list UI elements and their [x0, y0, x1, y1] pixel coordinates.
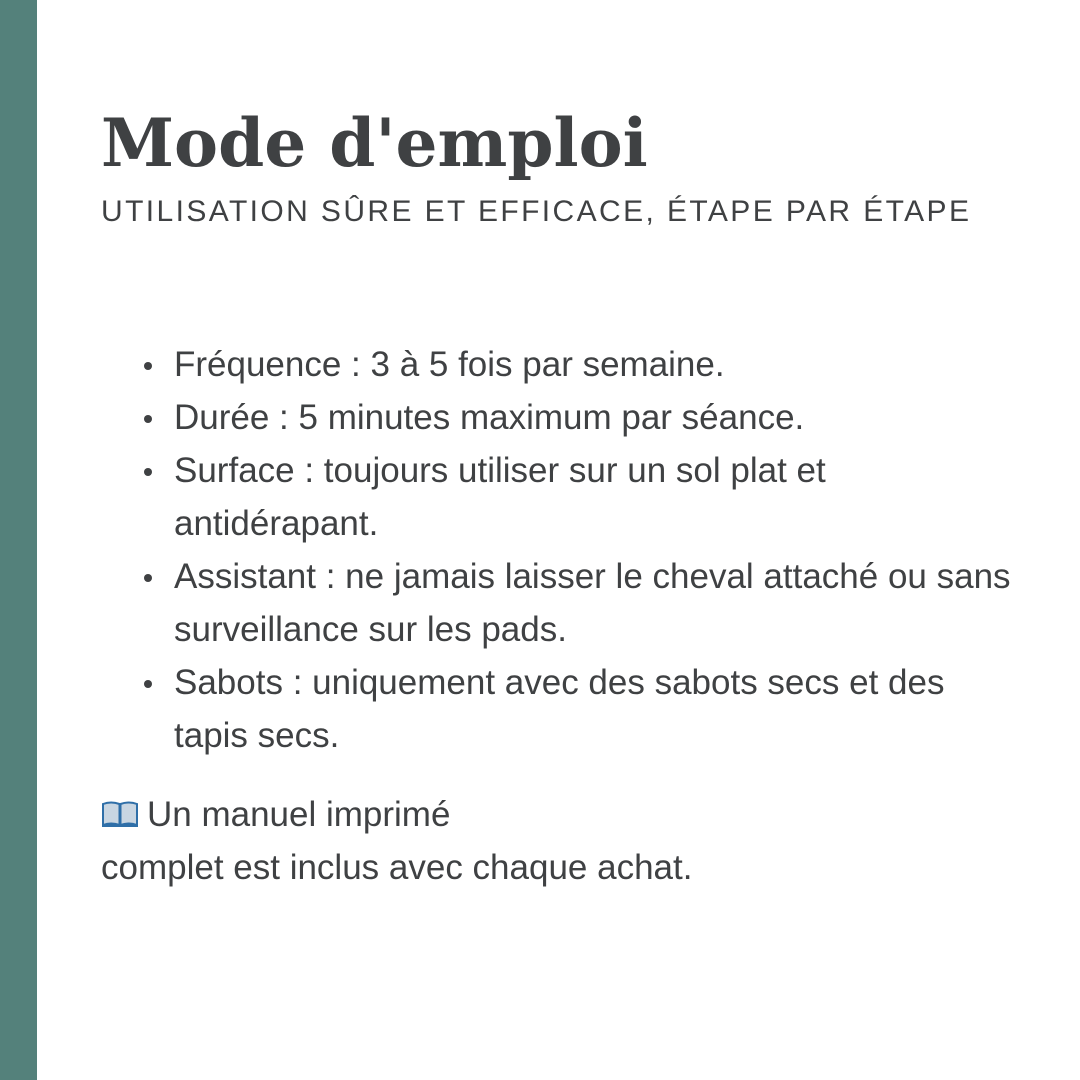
manual-note: [101, 788, 1001, 894]
list-item-duree: [140, 391, 1020, 444]
list-item-assistant: [140, 550, 1020, 656]
list-item-sabots: [140, 656, 1020, 762]
instructions-list: [140, 338, 1020, 762]
note-line-1: Un manuel imprimé: [147, 795, 451, 834]
open-book-icon: [101, 790, 139, 818]
list-item-text: Sabots : uniquement avec des sabots secs et des tapis secs.: [174, 663, 945, 755]
bullet-icon: [144, 680, 152, 688]
bullet-icon: [144, 415, 152, 423]
accent-side-bar: [0, 0, 37, 1080]
list-item-text: Assistant : ne jamais laisser le cheval attaché ou sans surveillance sur les pads.: [174, 557, 1011, 649]
list-item-text: Fréquence : 3 à 5 fois par semaine.: [174, 345, 725, 384]
bullet-icon: [144, 468, 152, 476]
list-item-text: Durée : 5 minutes maximum par séance.: [174, 398, 805, 437]
bullet-icon: [144, 362, 152, 370]
note-line-2: complet est inclus avec chaque achat.: [101, 848, 693, 887]
bullet-icon: [144, 574, 152, 582]
page-subtitle: UTILISATION SÛRE ET EFFICACE, ÉTAPE PAR ÉTAPE: [101, 195, 972, 228]
list-item-surface: [140, 444, 1020, 550]
list-item-text: Surface : toujours utiliser sur un sol plat et antidérapant.: [174, 451, 826, 543]
list-item-frequence: [140, 338, 1020, 391]
page-title: Mode d'emploi: [101, 104, 648, 182]
